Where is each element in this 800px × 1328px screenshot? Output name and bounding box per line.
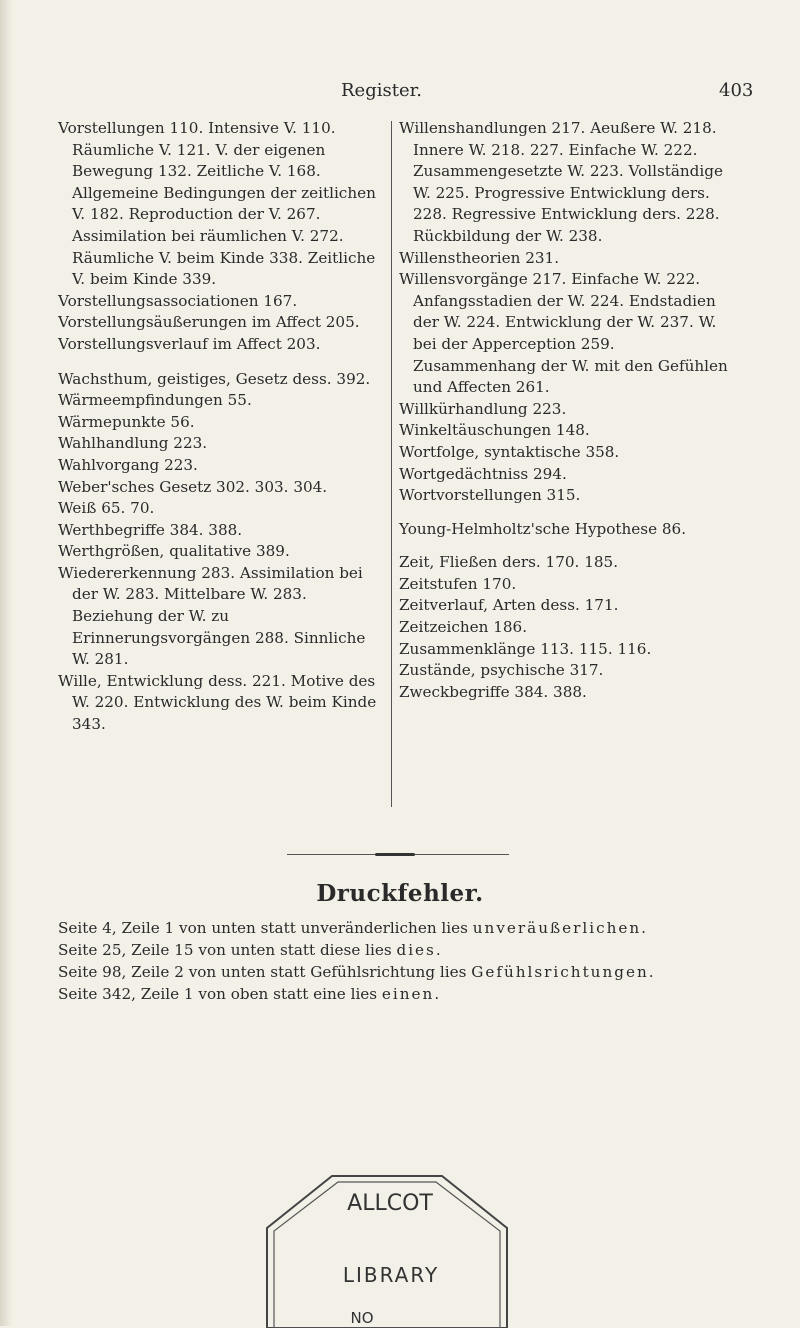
errata-text: Seite 98, Zeile 2 von unten statt Gefühlsrichtung lies: [58, 963, 467, 981]
errata-entry: [58, 961, 738, 983]
index-entry: Zeitverlauf, Arten dess. 171.: [399, 596, 619, 615]
index-entry: Zeitzeichen 186.: [399, 618, 528, 637]
index-entry: Wortgedächtniss 294.: [399, 464, 567, 483]
errata-entry: [58, 917, 738, 939]
index-entry: Vorstellungsäußerungen im Affect 205.: [58, 313, 360, 332]
index-entry: Willkürhandlung 223.: [399, 399, 567, 418]
index-entry: Werthgrößen, qualitative 389.: [58, 542, 290, 561]
index-entry: Weiß 65. 70.: [58, 499, 155, 518]
running-head: Register.: [341, 80, 422, 101]
index-entry: Wahlhandlung 223.: [58, 434, 208, 453]
index-entry: Weber'sches Gesetz 302. 303. 304.: [58, 477, 328, 496]
index-entry: Zeit, Fließen ders. 170. 185.: [399, 553, 619, 572]
index-entry: Wiedererkennung 283. Assimilation bei der W. 283. Mittelbare W. 283. Beziehung der W. zu Erinnerungsvorgängen 288. Sinnliche W. 281.: [58, 563, 366, 669]
stamp-top-text: ALLCOT: [347, 1191, 433, 1216]
index-entry: Young-Helmholtz'sche Hypothese 86.: [399, 519, 687, 538]
page-number: 403: [719, 80, 754, 101]
index-entry: Wärmepunkte 56.: [58, 412, 195, 431]
index-entry: Zusammenklänge 113. 115. 116.: [399, 639, 652, 658]
index-column-right: [399, 118, 735, 703]
index-entry: Willensvorgänge 217. Einfache W. 222. Anfangsstadien der W. 224. Endstadien der W. 224. Entwicklung der W. 237. W. bei der Apperception 259. Zusammenhang der W. mit den Gefühlen und Affecten 261.: [399, 270, 728, 397]
index-entry: Willenstheorien 231.: [399, 248, 560, 267]
errata-correction: Gefühlsrichtungen.: [471, 963, 656, 981]
errata-entry: [58, 939, 738, 961]
index-entry: Zustände, psychische 317.: [399, 661, 604, 680]
errata-correction: dies.: [396, 941, 443, 959]
section-divider: [287, 854, 509, 855]
index-column-left: [58, 118, 384, 736]
library-stamp: [262, 1168, 512, 1328]
index-entry: Vorstellungsassociationen 167.: [58, 291, 298, 310]
errata-text: Seite 342, Zeile 1 von oben statt eine lies: [58, 985, 378, 1003]
page-header: [0, 80, 800, 110]
index-entry: Willenshandlungen 217. Aeußere W. 218. Innere W. 218. 227. Einfache W. 222. Zusammengesetzte W. 223. Vollständige W. 225. Progressive Entwicklung ders. 228. Regressive Entwicklung ders. 228. Rückbildung der W. 238.: [399, 119, 723, 245]
stamp-label: [0, 1263, 800, 1287]
errata-text: Seite 25, Zeile 15 von unten statt diese lies: [58, 941, 392, 959]
divider-ornament: [375, 853, 415, 856]
index-entry: Zweckbegriffe 384. 388.: [399, 682, 587, 701]
column-divider: [391, 121, 392, 807]
index-entry: Wärmeempfindungen 55.: [58, 391, 252, 410]
index-entry: Wille, Entwicklung dess. 221. Motive des W. 220. Entwicklung des W. beim Kinde 343.: [58, 671, 377, 734]
index-entry: Vorstellungen 110. Intensive V. 110. Räumliche V. 121. V. der eigenen Bewegung 132. Zeitliche V. 168. Allgemeine Bedingungen der zeitlichen V. 182. Reproduction der V. 267. Assimilation bei räumlichen V. 272. Räumliche V. beim Kinde 338. Zeitliche V. beim Kinde 339.: [58, 119, 376, 289]
stamp-label-text: LIBRARY: [342, 1263, 440, 1287]
index-entry: Wortvorstellungen 315.: [399, 486, 581, 505]
index-entry: Wahlvorgang 223.: [58, 455, 198, 474]
index-entry: Winkeltäuschungen 148.: [399, 421, 590, 440]
errata-correction: einen.: [381, 985, 442, 1003]
index-entry: Wachsthum, geistiges, Gesetz dess. 392.: [58, 369, 371, 388]
errata-entry: [58, 983, 738, 1005]
errata-heading: Druckfehler.: [316, 880, 484, 907]
index-entry: Wortfolge, syntaktische 358.: [399, 442, 620, 461]
index-entry: Zeitstufen 170.: [399, 574, 517, 593]
errata-text: Seite 4, Zeile 1 von unten statt unveränderlichen lies: [58, 919, 468, 937]
stamp-bottom-text: NO: [350, 1309, 374, 1327]
errata-list: [58, 917, 738, 1005]
index-entry: Vorstellungsverlauf im Affect 203.: [58, 334, 321, 353]
page-edge: [0, 0, 14, 1326]
errata-correction: unveräußerlichen.: [472, 919, 648, 937]
index-entry: Werthbegriffe 384. 388.: [58, 520, 243, 539]
